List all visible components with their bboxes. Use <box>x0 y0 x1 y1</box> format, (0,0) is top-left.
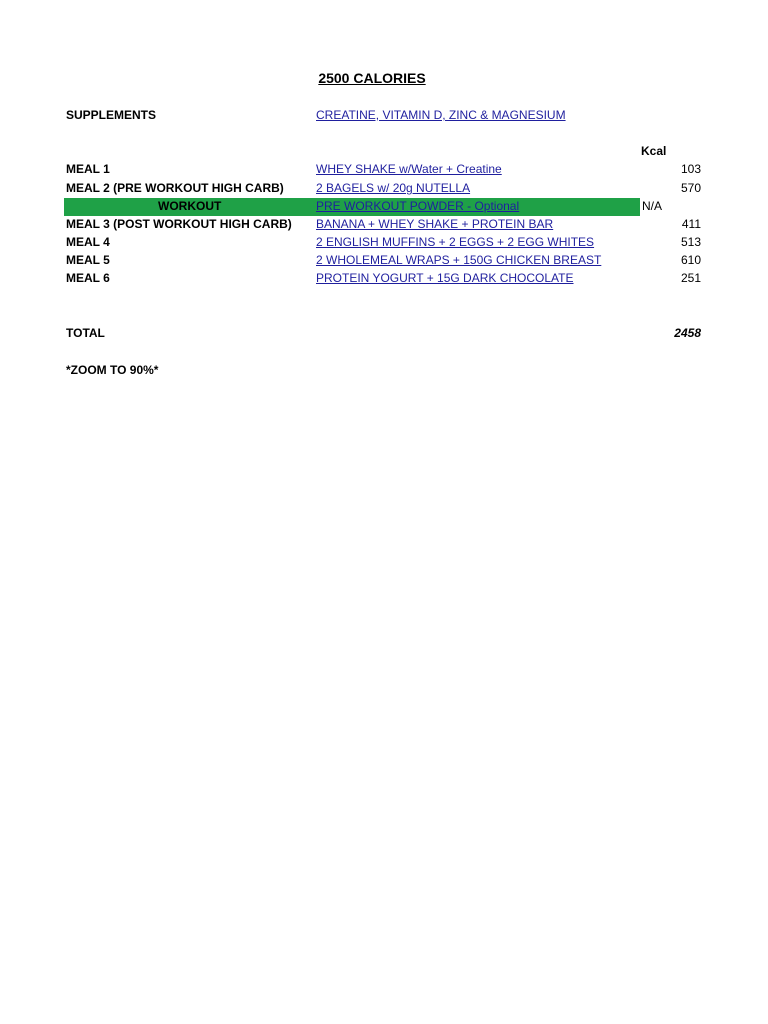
meal-6-link[interactable]: PROTEIN YOGURT + 15G DARK CHOCOLATE <box>316 271 574 285</box>
meal-2-kcal: 570 <box>680 181 701 195</box>
total-value: 2458 <box>674 326 701 340</box>
meal-4-kcal: 513 <box>680 235 701 249</box>
meal-2-label: MEAL 2 (PRE WORKOUT HIGH CARB) <box>66 181 284 195</box>
meal-4-label: MEAL 4 <box>66 235 110 249</box>
workout-link[interactable]: PRE WORKOUT POWDER - Optional <box>316 199 520 213</box>
meal-6-kcal: 251 <box>680 271 701 285</box>
meal-1-kcal: 103 <box>680 162 701 176</box>
meal-5-label: MEAL 5 <box>66 253 110 267</box>
meal-3-label: MEAL 3 (POST WORKOUT HIGH CARB) <box>66 217 292 231</box>
meal-5-kcal: 610 <box>680 253 701 267</box>
meal-5-link[interactable]: 2 WHOLEMEAL WRAPS + 150G CHICKEN BREAST <box>316 253 602 267</box>
meal-6-label: MEAL 6 <box>66 271 110 285</box>
page-title: 2500 CALORIES <box>318 70 426 86</box>
meal-3-kcal: 411 <box>681 217 701 231</box>
supplements-link[interactable]: CREATINE, VITAMIN D, ZINC & MAGNESIUM <box>316 108 566 122</box>
meal-1-label: MEAL 1 <box>66 162 110 176</box>
meal-4-link[interactable]: 2 ENGLISH MUFFINS + 2 EGGS + 2 EGG WHITES <box>316 235 595 249</box>
workout-label: WORKOUT <box>158 199 222 213</box>
total-label: TOTAL <box>66 326 105 340</box>
supplements-label: SUPPLEMENTS <box>66 108 157 122</box>
meal-2-link[interactable]: 2 BAGELS w/ 20g NUTELLA <box>316 181 471 195</box>
workout-kcal: N/A <box>642 199 663 213</box>
zoom-note: *ZOOM TO 90%* <box>66 363 159 377</box>
meal-1-link[interactable]: WHEY SHAKE w/Water + Creatine <box>316 162 502 176</box>
meal-3-link[interactable]: BANANA + WHEY SHAKE + PROTEIN BAR <box>316 217 554 231</box>
kcal-header: Kcal <box>641 144 667 158</box>
